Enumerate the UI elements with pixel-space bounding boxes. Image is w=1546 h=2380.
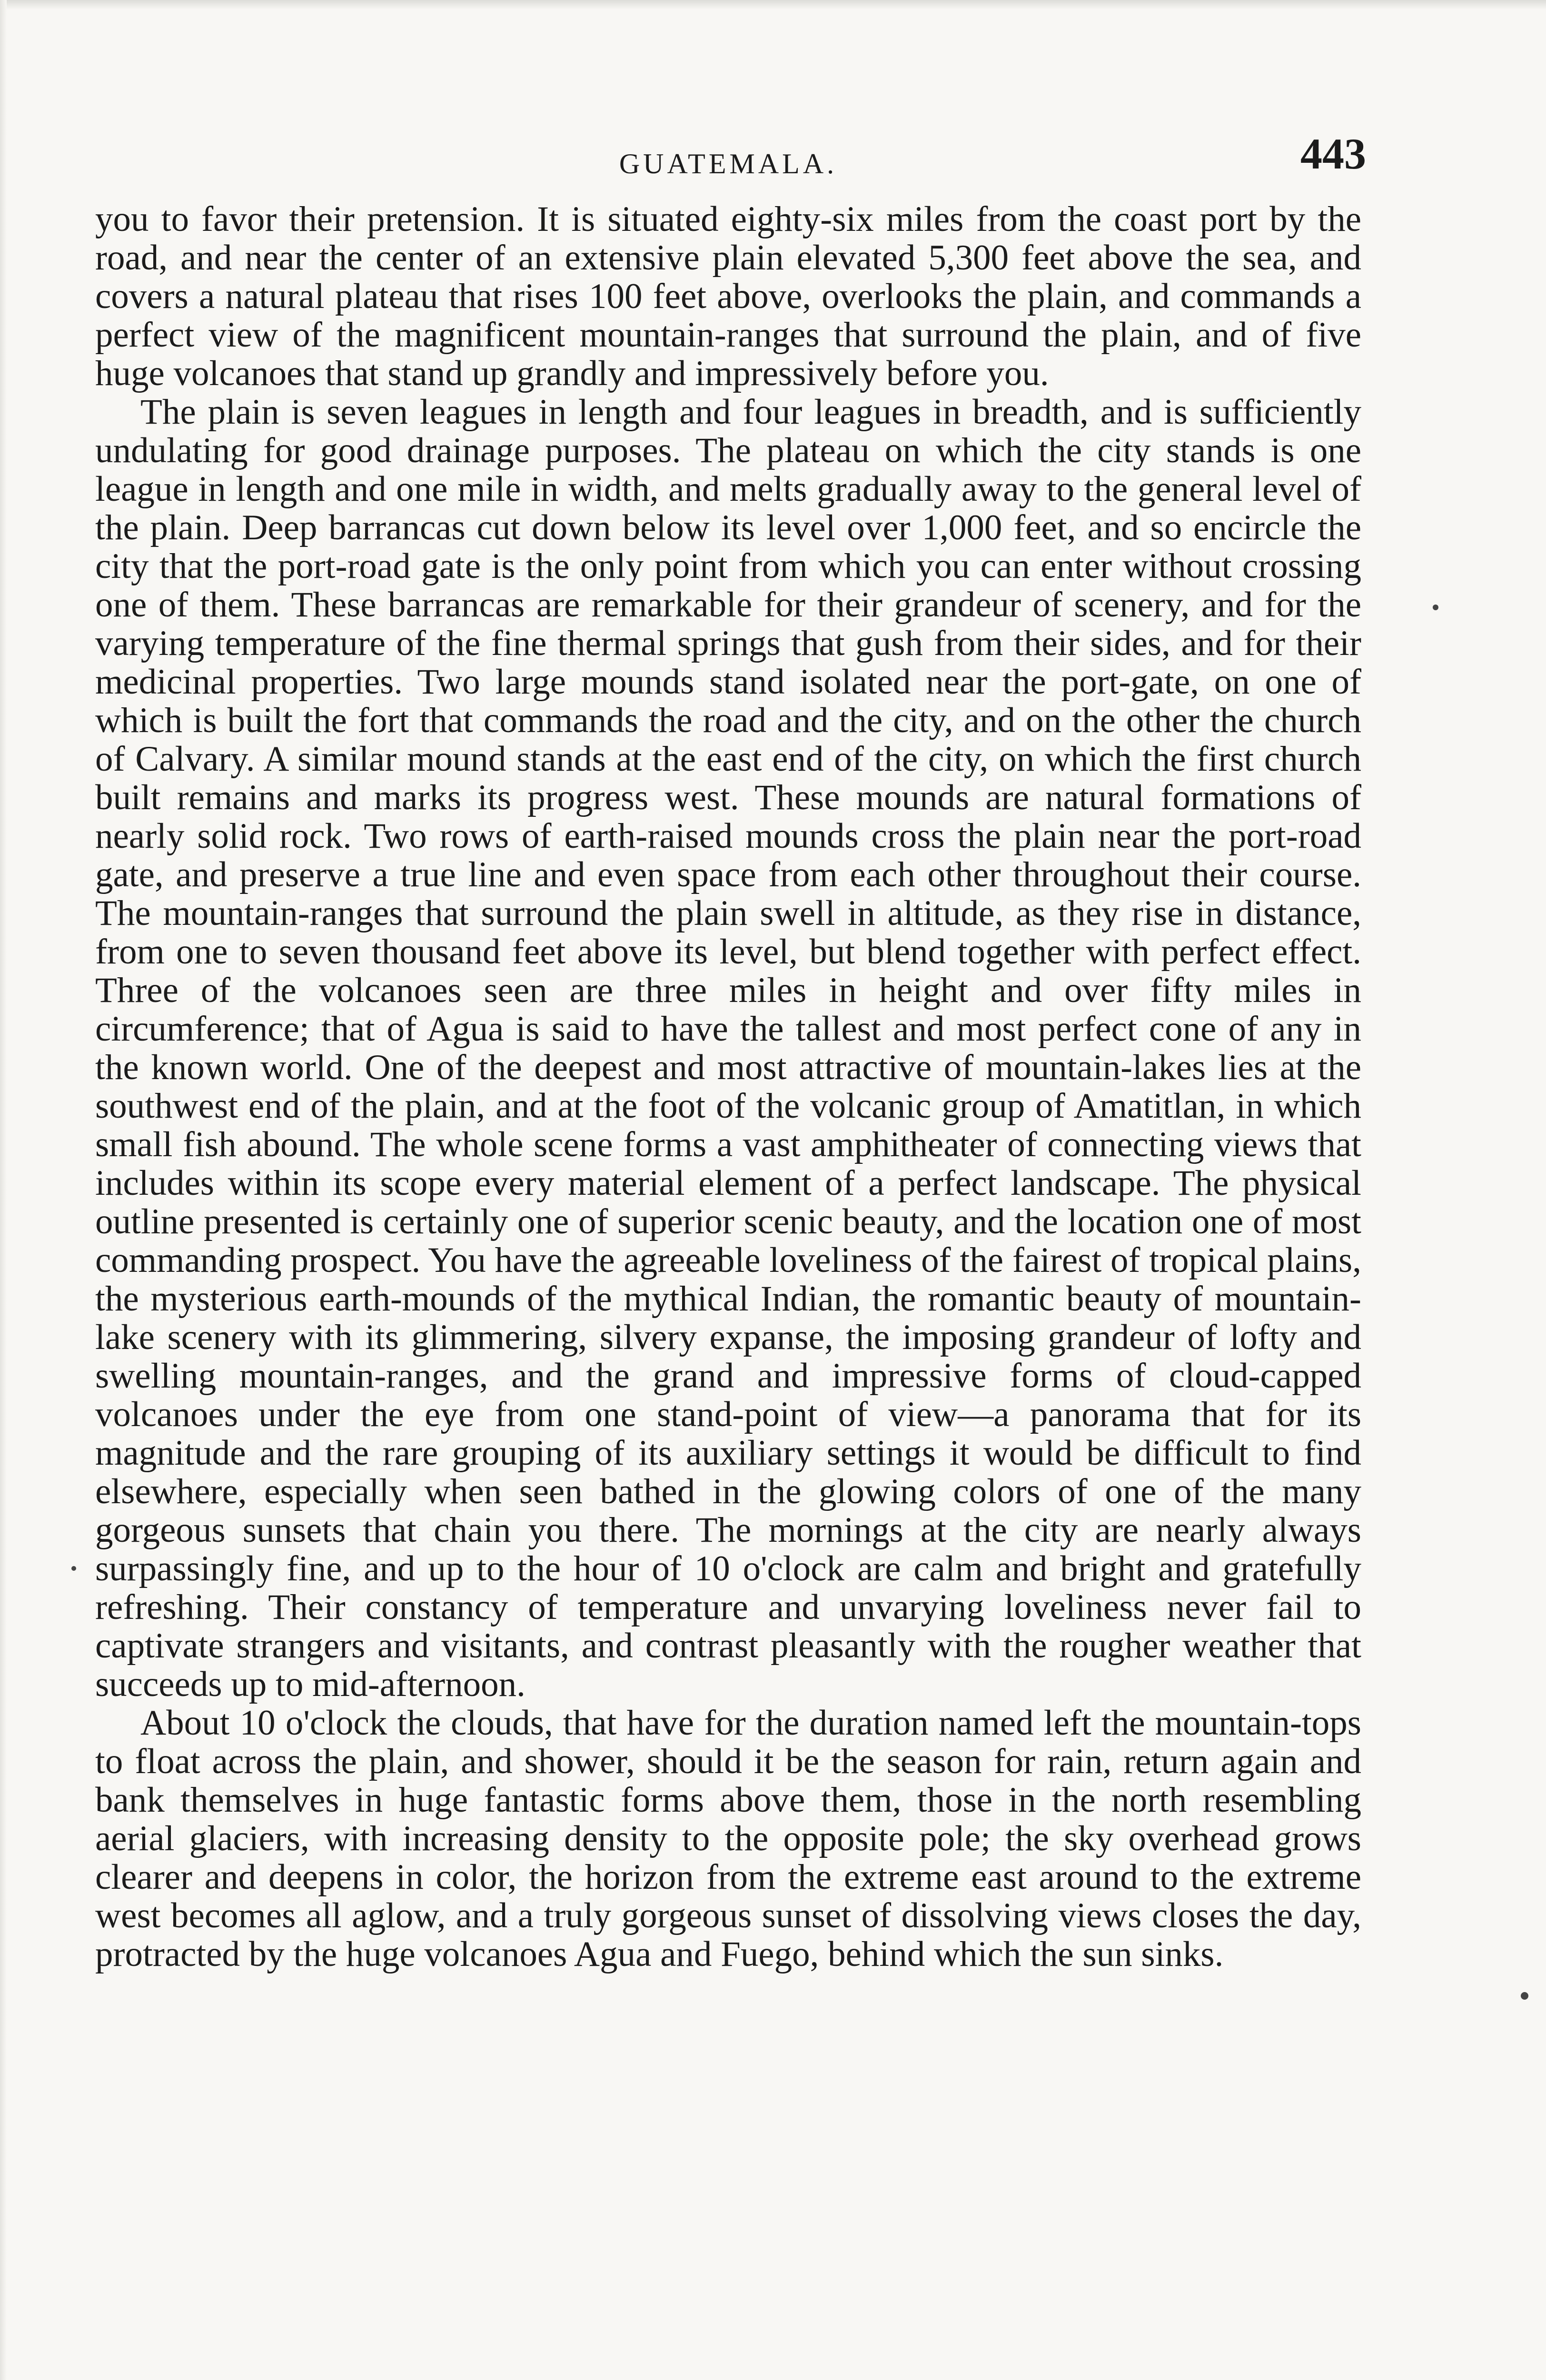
running-head bbox=[95, 129, 1366, 200]
ink-speck bbox=[1521, 1992, 1528, 2000]
paragraph-plain-description: The plain is seven leagues in length and four leagues in breadth, and is sufficiently undulating for good drainage purposes. The plateau on which the city stands is one league in length and one mile in width, and melts gradually away to the general level of the plain. Deep barrancas cut down below its level over 1,000 feet, and so encircle the city that the port-road gate is the only point from which you can enter without crossing one of them. These barrancas are remarkable for their grandeur of scenery, and for the varying temperature of the fine thermal springs that gush from their sides, and for their medicinal properties. Two large mounds stand isolated near the port-gate, on one of which is built the fort that commands the road and the city, and on the other the church of Calvary. A similar mound stands at the east end of the city, on which the first church built remains and marks its progress west. These mounds are natural formations of nearly solid rock. Two rows of earth-raised mounds cross the plain near the port-road gate, and preserve a true line and even space from each other throughout their course. The mountain-ranges that surround the plain swell in altitude, as they rise in distance, from one to seven thousand feet above its level, but blend together with perfect effect. Three of the volcanoes seen are three miles in height and over fifty miles in circumference; that of Agua is said to have the tallest and most perfect cone of any in the known world. One of the deepest and most attractive of mountain-lakes lies at the southwest end of the plain, and at the foot of the volcanic group of Amatitlan, in which small fish abound. The whole scene forms a vast amphitheater of connecting views that includes within its scope every material element of a perfect landscape. The physical outline presented is certainly one of superior scenic beauty, and the location one of most commanding prospect. You have the agreeable loveliness of the fairest of tropical plains, the mysterious earth-mounds of the mythical Indian, the romantic beauty of mountain-lake scenery with its glimmering, silvery expanse, the imposing grandeur of lofty and swelling mountain-ranges, and the grand and impressive forms of cloud-capped volcanoes under the eye from one stand-point of view—a panorama that for its magnitude and the rare grouping of its auxiliary settings it would be difficult to find elsewhere, especially when seen bathed in the glowing colors of one of the many gorgeous sunsets that chain you there. The mornings at the city are nearly always surpassingly fine, and up to the hour of 10 o'clock are calm and bright and gratefully refreshing. Their constancy of temperature and unvarying loveliness never fail to captivate strangers and visitants, and contrast pleasantly with the rougher weather that succeeds up to mid-afternoon. bbox=[95, 392, 1361, 1704]
body-text bbox=[95, 200, 1361, 1973]
page-spine-shadow bbox=[0, 0, 7, 2380]
paragraph-clouds-sunset: About 10 o'clock the clouds, that have for the duration named left the mountain-tops to float across the plain, and shower, should it be the season for rain, return again and bank themselves in huge fantastic forms above them, those in the north resembling aerial glaciers, with increasing density to the opposite pole; the sky overhead grows clearer and deepens in color, the horizon from the extreme east around to the extreme west becomes all aglow, and a truly gorgeous sunset of dissolving views closes the day, protracted by the huge volcanoes Agua and Fuego, behind which the sun sinks. bbox=[95, 1703, 1361, 1974]
page-number: 443 bbox=[1300, 129, 1366, 178]
paragraph-continuation: you to favor their pretension. It is situated eighty-six miles from the coast port by the road, and near the center of an extensive plain elevated 5,300 feet above the sea, and covers a natural plateau that rises 100 feet above, overlooks the plain, and commands a perfect view of the magnificent mountain-ranges that surround the plain, and of five huge volcanoes that stand up grandly and impressively before you. bbox=[95, 199, 1361, 393]
ink-speck bbox=[1433, 605, 1438, 610]
book-page bbox=[95, 129, 1366, 1974]
running-head-title: GUATEMALA. bbox=[619, 148, 838, 179]
ink-speck bbox=[71, 1566, 76, 1571]
page-top-edge bbox=[0, 0, 1546, 10]
